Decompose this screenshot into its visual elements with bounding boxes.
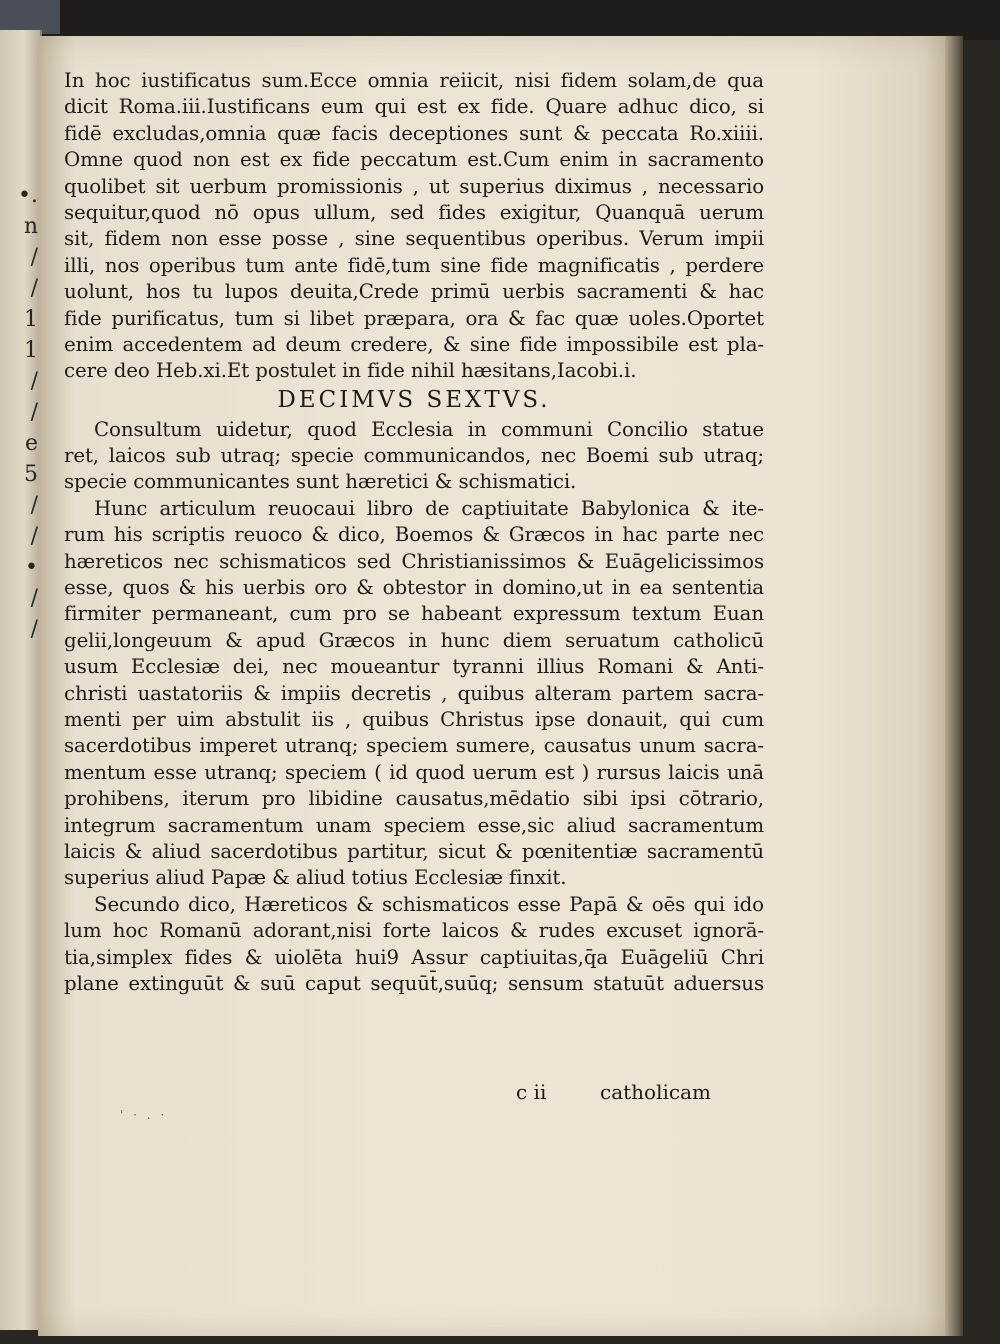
- page-footer: [64, 1080, 714, 1108]
- edge-letter: /: [30, 400, 38, 425]
- edge-letter: /: [30, 369, 38, 394]
- paragraph-secundo: [64, 892, 764, 998]
- page-clip: [0, 0, 60, 34]
- text-line: fidē excludas,omnia quæ facis deceptiones sunt & peccata Ro.xiiii.: [64, 121, 764, 145]
- edge-letter: •.: [18, 183, 38, 208]
- section-heading: DECIMVS SEXTVS.: [277, 386, 551, 413]
- text-line: cere deo Heb.xi.Et postulet in fide nihil hæsitans,Iacobi.i.: [64, 359, 637, 383]
- text-line: In hoc iustificatus sum.Ecce omnia reiicit, nisi fidem solam,de qua: [64, 69, 764, 92]
- edge-letter: 1: [24, 338, 38, 363]
- text-line: fide purificatus, tum si libet præpara, ora & fac quæ uoles.Oportet: [64, 306, 764, 330]
- text-line: christi uastatoriis & impiis decretis , quibus alteram partem sacra-: [64, 681, 764, 705]
- text-line: sit, fidem non esse posse , sine sequentibus operibus. Verum impii: [64, 227, 764, 251]
- text-line: Hunc articulum reuocaui libro de captiuitate Babylonica & ite-: [94, 496, 764, 520]
- edge-letter: /: [30, 276, 38, 301]
- scan-background: [0, 0, 1000, 40]
- text-section-top: [64, 68, 764, 385]
- text-line: dicit Roma.iii.Iustificans eum qui est ex fide. Quare adhuc dico, si: [64, 95, 764, 119]
- edge-letter: 5: [24, 462, 38, 487]
- text-line: menti per uim abstulit iis , quibus Christus ipse donauit, qui cum: [64, 707, 764, 731]
- text-line: esse, quos & his uerbis oro & obtestor in domino,ut in ea sententia: [64, 576, 764, 600]
- ink-specks: ' · . ·: [120, 1108, 168, 1122]
- text-line: usum Ecclesiæ dei, nec moueantur tyranni illius Romani & Anti-: [64, 655, 764, 679]
- text-line: Consultum uidetur, quod Ecclesia in communi Concilio statue: [94, 417, 764, 441]
- text-line: gelii,longeuum & apud Græcos in hunc diem seruatum catholicū: [64, 628, 764, 652]
- text-line: mentum esse utranq; speciem ( id quod uerum est ) rursus laicis unā: [64, 760, 764, 784]
- previous-page-edge: [0, 30, 42, 1330]
- text-line: sequitur,quod nō opus ullum, sed fides exigitur, Quanquā uerum: [64, 200, 764, 224]
- text-line: firmiter permaneant, cum pro se habeant expressum textum Euan: [64, 602, 764, 626]
- text-line: superius aliud Papæ & aliud totius Ecclesiæ finxit.: [64, 866, 567, 890]
- text-line: hæreticos nec schismaticos sed Christianissimos & Euāgelicissimos: [64, 549, 764, 573]
- edge-letter: e: [24, 431, 38, 456]
- text-line: enim accedentem ad deum credere, & sine fide impossibile est pla-: [64, 332, 764, 356]
- page-text: [64, 68, 764, 997]
- edge-letter: /: [30, 245, 38, 270]
- text-line: illi, nos operibus tum ante fidē,tum sine fide magnificatis , perdere: [64, 253, 764, 277]
- text-line: quolibet sit uerbum promissionis , ut superius diximus , necessario: [64, 174, 764, 198]
- signature-mark: c ii: [516, 1080, 547, 1104]
- edge-letter: •: [25, 555, 38, 580]
- paragraph-hunc-articulum: [64, 496, 764, 892]
- text-line: ret, laicos sub utraq; specie communicandos, nec Boemi sub utraq;: [64, 444, 764, 468]
- edge-letter: /: [30, 524, 38, 549]
- page-gutter-shadow: [945, 36, 963, 1336]
- text-line: plane extinguūt & suū caput sequūt̄,suūq; sensum statuūt aduersus: [64, 971, 764, 995]
- text-line: specie communicantes sunt hæretici & schismatici.: [64, 470, 577, 494]
- text-line: lum hoc Romanū adorant,nisi forte laicos & rudes excuset ignorā-: [64, 919, 764, 943]
- edge-letter: /: [30, 493, 38, 518]
- text-line: rum his scriptis reuoco & dico, Boemos & Græcos in hac parte nec: [64, 523, 764, 547]
- text-line: sacerdotibus imperet utranq; speciem sumere, causatus unum sacra-: [64, 734, 764, 758]
- text-line: Secundo dico, Hæreticos & schismaticos esse Papā & oēs qui ido: [94, 892, 764, 916]
- text-line: prohibens, iterum pro libidine causatus,mēdatio sibi ipsi cōtrario,: [64, 787, 764, 811]
- paragraph-consultum: [64, 417, 764, 496]
- text-line: Omne quod non est ex fide peccatum est.Cum enim in sacramento: [64, 148, 764, 172]
- catchword: catholicam: [600, 1080, 711, 1104]
- edge-letter: n: [23, 214, 38, 239]
- text-line: uolunt, hos tu lupos deuita,Crede primū uerbis sacramenti & hac: [64, 280, 764, 304]
- edge-letter: /: [30, 617, 38, 642]
- text-line: laicis & aliud sacerdotibus partitur, sicut & pœnitentiæ sacramentū: [64, 839, 764, 863]
- edge-letter: 1: [24, 307, 38, 332]
- text-line: tia,simplex fides & uiolēta hui9 Assur captiuitas,q̄a Euāgeliū Chri: [64, 945, 764, 969]
- edge-letter: /: [30, 586, 38, 611]
- text-line: integrum sacramentum unam speciem esse,sic aliud sacramentum: [64, 813, 764, 837]
- previous-page-letters: [2, 180, 38, 645]
